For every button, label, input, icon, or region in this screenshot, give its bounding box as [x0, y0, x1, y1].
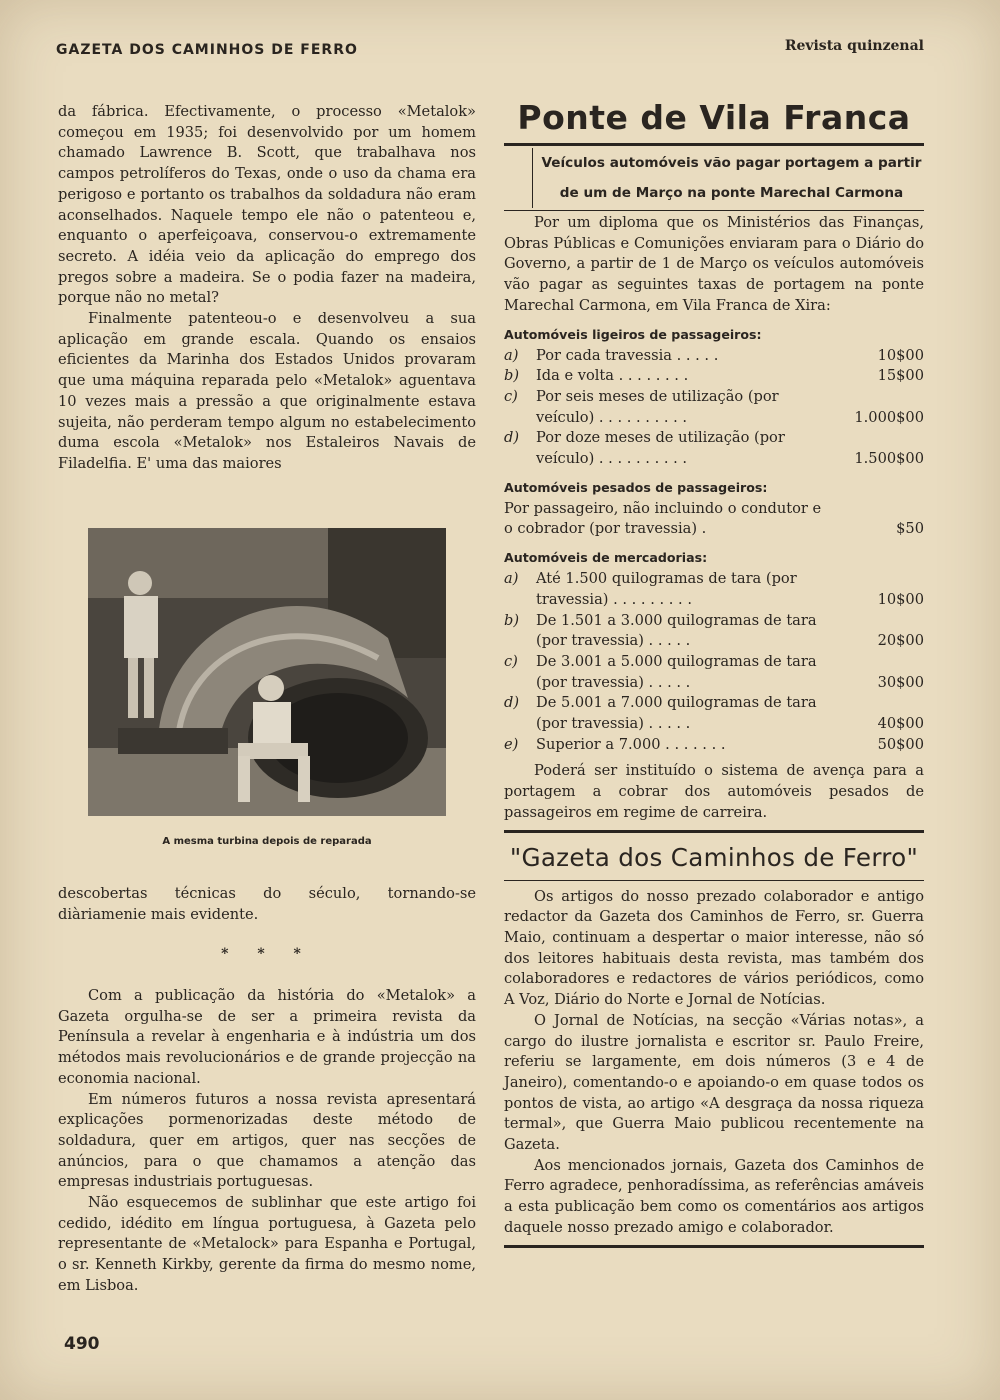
left-column-bottom — [58, 986, 476, 1297]
article-title-gazeta: "Gazeta dos Caminhos de Ferro" — [509, 842, 919, 872]
paragraph: Poderá ser instituído o sistema de avença para a portagem a cobrar dos automóveis pesados de passageiros em regime de carreira. — [504, 762, 924, 821]
item-text: Por doze meses de utilização (por veículo) . . . . . . . . . . — [536, 429, 785, 468]
tariff-item — [504, 569, 924, 610]
tariff-list-mercadorias — [504, 569, 924, 755]
item-price: 40$00 — [877, 715, 924, 733]
tariff-item — [504, 611, 924, 652]
tariff-item — [504, 735, 924, 756]
item-price: 50$00 — [877, 735, 924, 753]
tariff-item — [504, 499, 924, 540]
tariff-item — [504, 652, 924, 693]
tariff-item — [504, 387, 924, 428]
tariff-item — [504, 693, 924, 734]
page-number: 490 — [64, 1334, 100, 1354]
item-text: Por passageiro, não incluindo o condutor e o cobrador (por travessia) . — [504, 499, 822, 538]
item-text: Ida e volta . . . . . . . . — [536, 367, 689, 385]
item-text: Até 1.500 quilogramas de tara (por travessia) . . . . . . . . . — [536, 570, 797, 608]
item-letter: a) — [504, 570, 519, 588]
turbine-photo-image — [88, 528, 446, 816]
item-letter: b) — [504, 611, 520, 629]
item-letter: d) — [504, 694, 520, 712]
rule — [504, 1245, 924, 1248]
article-body — [504, 761, 924, 823]
item-text: De 1.501 a 3.000 quilogramas de tara (por travessia) . . . . . — [536, 611, 817, 650]
running-header-subtitle: Revista quinzenal — [784, 38, 924, 54]
article-title-ponte: Ponte de Vila Franca — [517, 98, 911, 137]
turbine-photo — [88, 528, 446, 816]
item-price: 20$00 — [877, 632, 924, 650]
left-column-continuation: descobertas técnicas do século, tornando-se diàriamenie mais evidente. — [58, 885, 476, 923]
item-letter: e) — [504, 735, 519, 753]
tariff-list-ligeiros — [504, 346, 924, 470]
tariff-item — [504, 346, 924, 367]
tariff-item — [504, 428, 924, 469]
item-text: Por seis meses de utilização (por veículo) . . . . . . . . . . — [536, 387, 779, 426]
item-letter: d) — [504, 429, 520, 447]
item-price: 10$00 — [877, 590, 924, 608]
item-price: 15$00 — [877, 367, 924, 385]
item-price: 30$00 — [877, 673, 924, 691]
rule — [504, 210, 924, 211]
paragraph: Por um diploma que os Ministérios das Finanças, Obras Públicas e Comunições enviaram para o Diário do Governo, a partir de 1 de Março os veículos automóveis vão pagar as seguintes taxas de portagem na ponte Marechal Carmona, em Vila Franca de Xira: — [504, 214, 924, 314]
paragraph: Com a publicação da história do «Metalok» a Gazeta orgulha-se de ser a primeira revista da Península a revelar à engenharia e à indústria um dos métodos mais revolucionários e de grande projecção na economia nacional. — [58, 987, 476, 1087]
rule — [504, 830, 924, 833]
section-separator: * * * — [221, 946, 313, 962]
paragraph: Finalmente patenteou-o e desenvolveu a sua aplicação em grande escala. Quando os ensaios eficientes da Marinha dos Estados Unidos provaram que uma máquina reparada pelo «Metalok» aguentava 10 vezes mais a pressão a que originalmente estava sujeita, não perderam tempo algum no estabelecimento duma escola «Metalok» nos Estaleiros Navais de Filadelfia. E' uma das maiores — [58, 310, 476, 472]
rule — [504, 880, 924, 881]
figure-caption: A mesma turbina depois de reparada — [162, 836, 372, 847]
item-letter: c) — [504, 652, 518, 670]
article-body — [504, 213, 924, 317]
item-text: Por cada travessia . . . . . — [536, 346, 719, 364]
section-heading: Automóveis ligeiros de passageiros: — [504, 326, 762, 342]
paragraph: Os artigos do nosso prezado colaborador e antigo redactor da Gazeta dos Caminhos de Ferro, sr. Guerra Maio, continuam a despertar o maior interesse, não só dos leitores habituais desta revista, mas também dos colaboradores e redactores de vários periódicos, como A Voz, Diário do Norte e Jornal de Notícias. — [504, 887, 924, 1009]
item-price: 10$00 — [877, 346, 924, 364]
article-subtitle — [532, 148, 924, 208]
subtitle-line: de um de Março na ponte Marechal Carmona — [559, 185, 904, 201]
article-body — [504, 887, 924, 1239]
item-text: Superior a 7.000 . . . . . . . — [536, 735, 726, 753]
paragraph: Aos mencionados jornais, Gazeta dos Caminhos de Ferro agradece, penhoradíssima, as referências amáveis a esta publicação bem como os comentários aos artigos daquele nosso prezado amigo e colaborador. — [504, 1156, 924, 1236]
item-letter: c) — [504, 387, 518, 405]
paragraph: Em números futuros a nossa revista apresentará explicações pormenorizadas deste método de soldadura, quer em artigos, quer nas secções de anúncios, para o que chamamos a atenção das empresas industriais portuguesas. — [58, 1090, 476, 1191]
rule — [504, 143, 924, 146]
item-price: $50 — [896, 520, 924, 538]
paragraph: da fábrica. Efectivamente, o processo «Metalok» começou em 1935; foi desenvolvido por um homem chamado Lawrence B. Scott, que trabalhava nos campos petrolíferos do Texas, onde o uso da chama era perigoso e portanto os trabalhos da soldadura não eram aconselhados. Naquele tempo ele não o patenteou e, enquanto o aperfeiçoava, conservou-o extremamente secreto. A idéia veio da aplicação do emprego dos pregos sobre a madeira. Se o podia fazer na madeira, porque não no metal? — [58, 103, 476, 307]
right-column — [504, 98, 924, 1248]
item-letter: a) — [504, 346, 519, 364]
section-heading: Automóveis pesados de passageiros: — [504, 479, 768, 495]
item-price: 1.000$00 — [854, 408, 924, 426]
section-heading: Automóveis de mercadorias: — [504, 550, 708, 566]
item-text: De 5.001 a 7.000 quilogramas de tara (por travessia) . . . . . — [536, 694, 817, 733]
item-text: De 3.001 a 5.000 quilogramas de tara (por travessia) . . . . . — [536, 652, 817, 691]
left-column-top — [58, 102, 476, 475]
item-letter: b) — [504, 367, 520, 385]
running-header-title: GAZETA DOS CAMINHOS DE FERRO — [56, 42, 358, 58]
paragraph: O Jornal de Notícias, na secção «Várias notas», a cargo do ilustre jornalista e escritor sr. Paulo Freire, referiu se largamente, em dois números (3 e 4 de Janeiro), comentando-o e apoiando-o em quase todos os pontos de vista, ao artigo «A desgraça da nossa riqueza termal», que Guerra Maio publicou recentemente na Gazeta. — [504, 1011, 924, 1154]
tariff-item — [504, 366, 924, 387]
subtitle-line: Veículos automóveis vão pagar portagem a partir — [541, 155, 922, 171]
paragraph: Não esquecemos de sublinhar que este artigo foi cedido, idédito em língua portuguesa, à Gazeta pelo representante de «Metalock» para Espanha e Portugal, o sr. Kenneth Kirkby, gerente da firma do mesmo nome, em Lisboa. — [58, 1194, 476, 1294]
item-price: 1.500$00 — [854, 450, 924, 468]
